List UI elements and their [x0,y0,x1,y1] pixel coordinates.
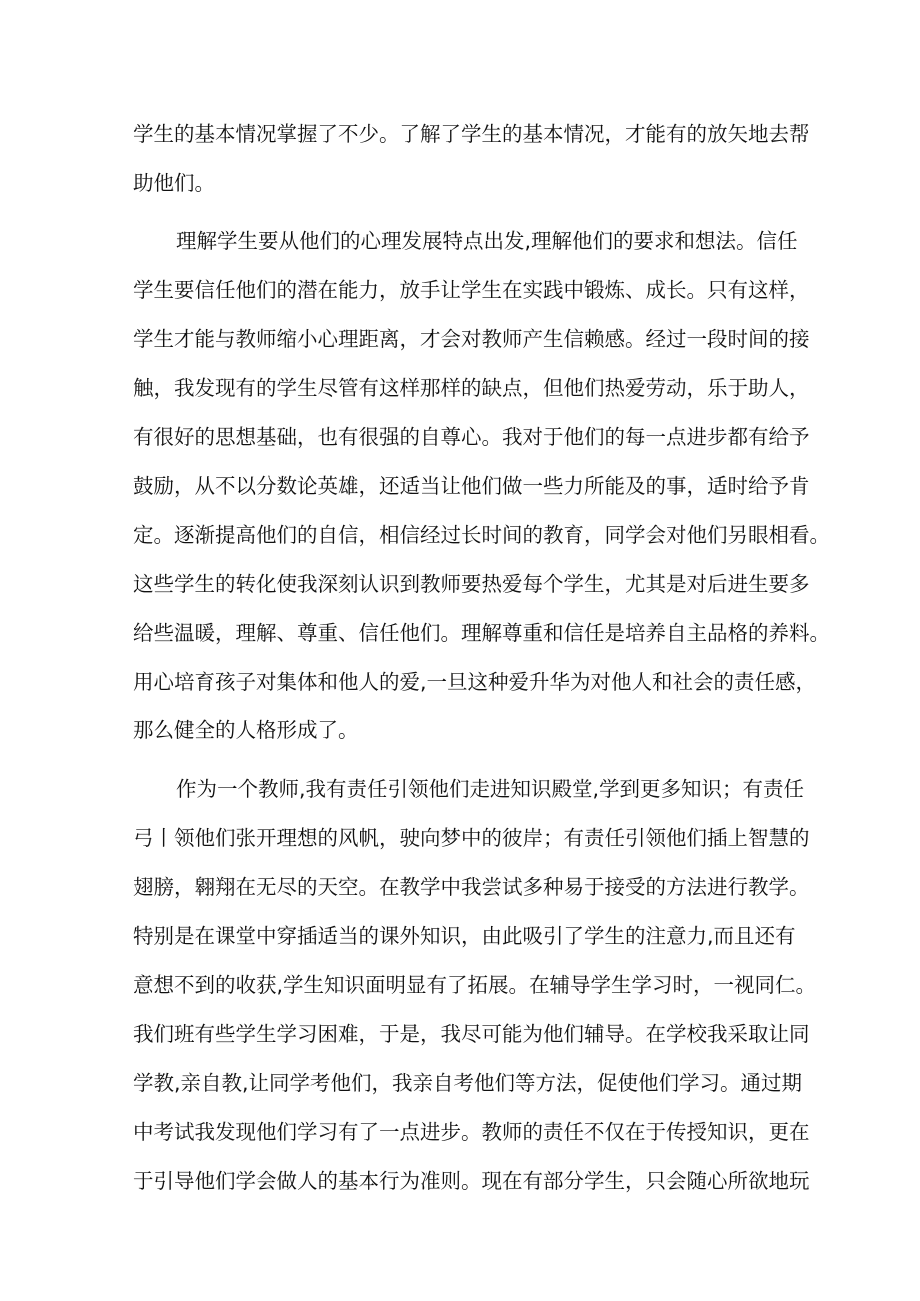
text-line: 那么健全的人格形成了。 [133,718,359,742]
text-line: 翅膀，翱翔在无尽的天空。在教学中我尝试多种易于接受的方法进行教学。 [133,875,810,899]
text-line: 学生的基本情况掌握了不少。了解了学生的基本情况，才能有的放矢地去帮 [133,122,810,146]
text-line: 中考试我发现他们学习有了一点进步。教师的责任不仅在于传授知识，更在 [133,1120,810,1144]
text-line: 触，我发现有的学生尽管有这样那样的缺点，但他们热爱劳动，乐于助人， [133,376,810,400]
text-line: 定。逐渐提高他们的自信，相信经过长时间的教育，同学会对他们另眼相看。 [133,523,830,547]
text-line: 用心培育孩子对集体和他人的爱,一旦这种爱升华为对他人和社会的责任感， [133,670,817,694]
text-line: 弓丨领他们张开理想的风帆，驶向梦中的彼岸；有责任引领他们插上智慧的 [133,826,810,850]
text-line: 鼓励，从不以分数论英雄，还适当让他们做一些力所能及的事，适时给予肯 [133,474,810,498]
text-line: 学生要信任他们的潜在能力，放手让学生在实践中锻炼、成长。只有这样， [133,278,810,302]
text-line: 助他们。 [133,171,215,195]
text-line: 理解学生要从他们的心理发展特点出发,理解他们的要求和想法。信任 [176,229,798,253]
text-line: 特别是在课堂中穿插适当的课外知识，由此吸引了学生的注意力,而且还有 [133,924,796,948]
text-line: 学生才能与教师缩小心理距离，才会对教师产生信赖感。经过一段时间的接 [133,327,810,351]
text-line: 这些学生的转化使我深刻认识到教师要热爱每个学生，尤其是对后进生要多 [133,572,810,596]
text-line: 给些温暖，理解、尊重、信任他们。理解尊重和信任是培养自主品格的养料。 [133,621,830,645]
text-line: 我们班有些学生学习困难，于是，我尽可能为他们辅导。在学校我采取让同 [133,1022,810,1046]
text-line: 于引导他们学会做人的基本行为准则。现在有部分学生，只会随心所欲地玩 [133,1169,810,1193]
text-line: 意想不到的收获,学生知识面明显有了拓展。在辅导学生学习时，一视同仁。 [133,973,817,997]
text-line: 作为一个教师,我有责任引领他们走进知识殿堂,学到更多知识；有责任 [176,777,805,801]
text-line: 有很好的思想基础，也有很强的自尊心。我对于他们的每一点进步都有给予 [133,425,810,449]
text-line: 学教,亲自教,让同学考他们，我亲自考他们等方法，促使他们学习。通过期 [133,1071,803,1095]
